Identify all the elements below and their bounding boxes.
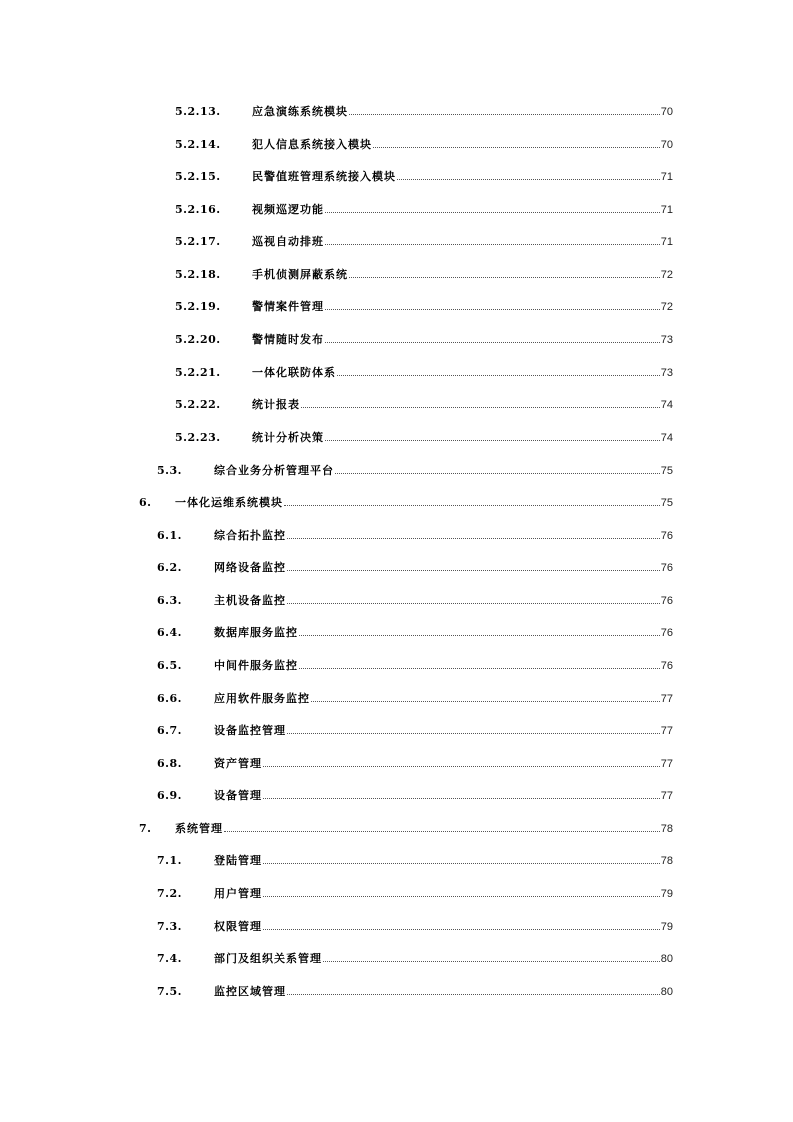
- toc-entry-number: 5.2.16.: [175, 203, 221, 216]
- toc-entry-title: 网络设备监控: [214, 561, 286, 574]
- dot-leader: [349, 104, 660, 115]
- toc-entry-page: 78: [660, 823, 673, 835]
- toc-entry-number: 5.2.21.: [175, 366, 221, 379]
- toc-entry[interactable]: [157, 690, 673, 708]
- toc-entry[interactable]: [175, 298, 673, 316]
- toc-entry-title: 系统管理: [175, 822, 223, 835]
- dot-leader: [373, 137, 660, 148]
- toc-entry-title: 资产管理: [214, 757, 262, 770]
- toc-entry[interactable]: [157, 592, 673, 610]
- toc-entry[interactable]: [175, 103, 673, 121]
- toc-entry-page: 71: [660, 236, 673, 248]
- dot-leader: [263, 853, 660, 864]
- toc-entry-page: 70: [660, 106, 673, 118]
- toc-entry[interactable]: [157, 787, 673, 805]
- toc-entry[interactable]: [157, 852, 673, 870]
- toc-entry-title: 手机侦测屏蔽系统: [252, 268, 348, 281]
- toc-entry-title: 警情案件管理: [252, 300, 324, 313]
- toc-entry[interactable]: [175, 331, 673, 349]
- toc-entry-title: 权限管理: [214, 920, 262, 933]
- toc-entry-number: 5.2.17.: [175, 235, 221, 248]
- toc-entry-title: 数据库服务监控: [214, 626, 298, 639]
- toc-entry-number: 7.4.: [157, 952, 182, 965]
- toc-entry-title: 巡视自动排班: [252, 235, 324, 248]
- dot-leader: [224, 821, 660, 832]
- dot-leader: [263, 788, 660, 799]
- toc-entry-page: 77: [660, 758, 673, 770]
- toc-entry-title: 监控区域管理: [214, 985, 286, 998]
- toc-entry-number: 6.4.: [157, 626, 182, 639]
- toc-entry-number: 6.: [139, 496, 152, 509]
- dot-leader: [325, 202, 660, 213]
- toc-entry-page: 77: [660, 725, 673, 737]
- toc-entry[interactable]: [139, 820, 673, 838]
- dot-leader: [287, 593, 660, 604]
- toc-entry-title: 用户管理: [214, 887, 262, 900]
- toc-entry-page: 76: [660, 562, 673, 574]
- toc-entry-number: 6.8.: [157, 757, 182, 770]
- toc-entry-number: 5.2.14.: [175, 138, 221, 151]
- toc-entry-page: 79: [660, 921, 673, 933]
- toc-entry-title: 一体化运维系统模块: [175, 496, 283, 509]
- toc-entry-number: 7.2.: [157, 887, 182, 900]
- toc-entry-title: 警情随时发布: [252, 333, 324, 346]
- dot-leader: [323, 951, 660, 962]
- dot-leader: [287, 560, 660, 571]
- toc-entry-number: 6.3.: [157, 594, 182, 607]
- toc-entry[interactable]: [175, 201, 673, 219]
- toc-entry-title: 设备管理: [214, 789, 262, 802]
- toc-entry-number: 7.: [139, 822, 152, 835]
- dot-leader: [284, 495, 660, 506]
- toc-entry-number: 5.3.: [157, 464, 182, 477]
- toc-entry[interactable]: [175, 266, 673, 284]
- dot-leader: [337, 365, 660, 376]
- toc-entry-page: 80: [660, 953, 673, 965]
- toc-entry-page: 71: [660, 171, 673, 183]
- dot-leader: [263, 756, 660, 767]
- dot-leader: [325, 299, 660, 310]
- toc-entry-page: 80: [660, 986, 673, 998]
- toc-entry[interactable]: [157, 983, 673, 1001]
- toc-entry-title: 应急演练系统模块: [252, 105, 348, 118]
- toc-entry-number: 7.1.: [157, 854, 182, 867]
- toc-entry[interactable]: [175, 136, 673, 154]
- dot-leader: [287, 528, 660, 539]
- toc-entry-number: 6.2.: [157, 561, 182, 574]
- dot-leader: [263, 919, 660, 930]
- toc-entry-page: 78: [660, 855, 673, 867]
- toc-entry-title: 中间件服务监控: [214, 659, 298, 672]
- toc-entry-number: 7.5.: [157, 985, 182, 998]
- toc-entry-number: 6.1.: [157, 529, 182, 542]
- toc-entry-title: 犯人信息系统接入模块: [252, 138, 372, 151]
- toc-entry-title: 统计报表: [252, 398, 300, 411]
- toc-entry[interactable]: [157, 722, 673, 740]
- toc-entry[interactable]: [157, 657, 673, 675]
- toc-entry[interactable]: [157, 918, 673, 936]
- toc-entry[interactable]: [175, 429, 673, 447]
- toc-entry-page: 75: [660, 497, 673, 509]
- dot-leader: [287, 723, 660, 734]
- toc-entry-page: 76: [660, 530, 673, 542]
- dot-leader: [311, 691, 660, 702]
- toc-entry-page: 70: [660, 139, 673, 151]
- toc-entry-title: 民警值班管理系统接入模块: [252, 170, 396, 183]
- dot-leader: [263, 886, 660, 897]
- toc-entry-number: 5.2.18.: [175, 268, 221, 281]
- toc-entry-title: 一体化联防体系: [252, 366, 336, 379]
- dot-leader: [349, 267, 660, 278]
- toc-entry-page: 77: [660, 790, 673, 802]
- toc-entry[interactable]: [175, 168, 673, 186]
- toc-entry[interactable]: [157, 755, 673, 773]
- toc-entry-page: 77: [660, 693, 673, 705]
- toc-entry-title: 设备监控管理: [214, 724, 286, 737]
- toc-entry-number: 5.2.15.: [175, 170, 221, 183]
- toc-entry[interactable]: [157, 462, 673, 480]
- toc-entry-number: 7.3.: [157, 920, 182, 933]
- toc-entry-number: 6.6.: [157, 692, 182, 705]
- toc-entry-page: 72: [660, 269, 673, 281]
- dot-leader: [397, 169, 660, 180]
- toc-entry[interactable]: [157, 559, 673, 577]
- toc-entry[interactable]: [175, 396, 673, 414]
- toc-entry-page: 76: [660, 595, 673, 607]
- toc-entry-title: 视频巡逻功能: [252, 203, 324, 216]
- toc-entry[interactable]: [175, 364, 673, 382]
- toc-entry-title: 统计分析决策: [252, 431, 324, 444]
- toc-entry-title: 登陆管理: [214, 854, 262, 867]
- toc-entry-page: 72: [660, 301, 673, 313]
- dot-leader: [325, 234, 660, 245]
- toc-entry-title: 综合业务分析管理平台: [214, 464, 334, 477]
- dot-leader: [325, 430, 660, 441]
- toc-entry[interactable]: [157, 624, 673, 642]
- toc-entry[interactable]: [139, 494, 673, 512]
- toc-entry[interactable]: [157, 950, 673, 968]
- toc-entry-page: 79: [660, 888, 673, 900]
- toc-entry-page: 76: [660, 660, 673, 672]
- toc-entry-title: 主机设备监控: [214, 594, 286, 607]
- dot-leader: [299, 658, 660, 669]
- toc-entry-number: 5.2.19.: [175, 300, 221, 313]
- toc-entry[interactable]: [175, 233, 673, 251]
- toc-entry-title: 应用软件服务监控: [214, 692, 310, 705]
- toc-entry[interactable]: [157, 527, 673, 545]
- dot-leader: [301, 397, 660, 408]
- toc-entry-page: 75: [660, 465, 673, 477]
- toc-entry-title: 部门及组织关系管理: [214, 952, 322, 965]
- dot-leader: [325, 332, 660, 343]
- toc-entry-number: 5.2.22.: [175, 398, 221, 411]
- dot-leader: [335, 463, 660, 474]
- toc-entry-number: 6.5.: [157, 659, 182, 672]
- toc-entry-number: 6.7.: [157, 724, 182, 737]
- toc-entry-page: 74: [660, 432, 673, 444]
- toc-entry-page: 74: [660, 399, 673, 411]
- toc-entry-page: 73: [660, 367, 673, 379]
- toc-entry-number: 6.9.: [157, 789, 182, 802]
- toc-entry-number: 5.2.23.: [175, 431, 221, 444]
- toc-entry-number: 5.2.20.: [175, 333, 221, 346]
- toc-entry-page: 73: [660, 334, 673, 346]
- dot-leader: [287, 984, 660, 995]
- toc-entry-page: 71: [660, 204, 673, 216]
- dot-leader: [299, 625, 660, 636]
- toc-entry-title: 综合拓扑监控: [214, 529, 286, 542]
- toc-entry-number: 5.2.13.: [175, 105, 221, 118]
- toc-entry[interactable]: [157, 885, 673, 903]
- toc-entry-page: 76: [660, 627, 673, 639]
